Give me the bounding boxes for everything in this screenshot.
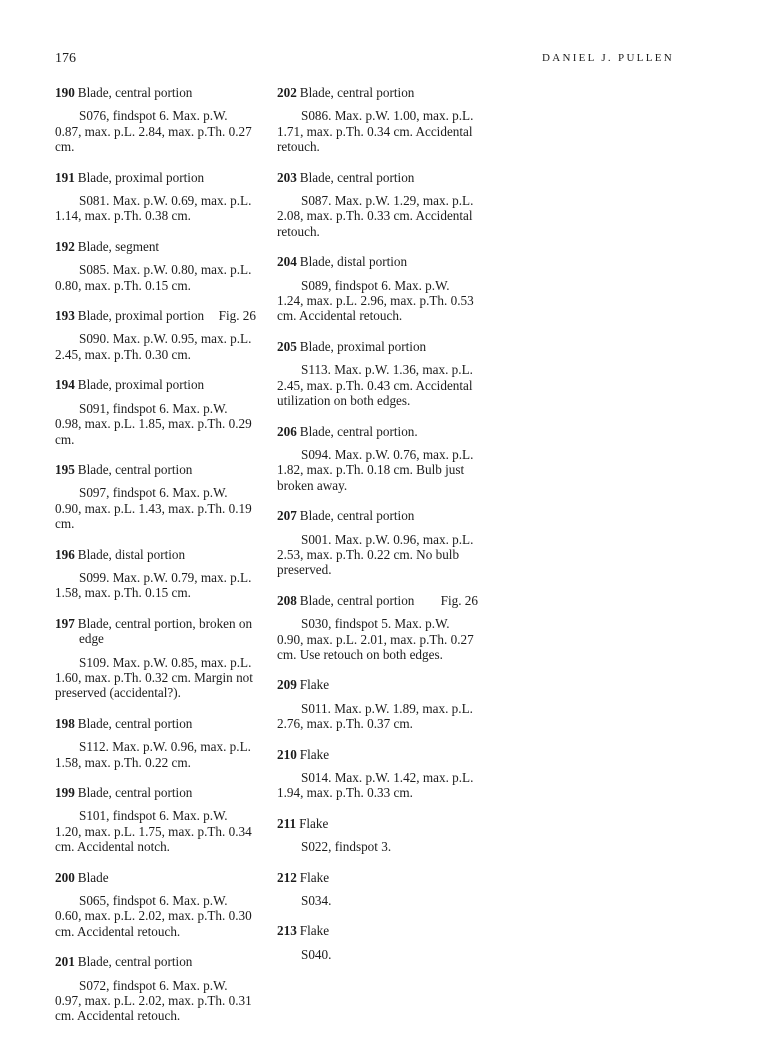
entry-number: 192 bbox=[55, 238, 75, 254]
entry-title: Blade, central portion bbox=[77, 461, 193, 477]
entry-description: S011. Max. p.W. 1.89, max. p.L. 2.76, max. p.Th. 0.37 cm. bbox=[277, 700, 473, 732]
entry-heading bbox=[277, 424, 478, 439]
catalogue-entry bbox=[277, 170, 478, 240]
catalogue-entry bbox=[277, 816, 478, 855]
entry-number: 198 bbox=[55, 715, 75, 731]
entry-number: 203 bbox=[277, 169, 297, 185]
entry-number: 195 bbox=[55, 461, 75, 477]
entry-title: Blade, central portion bbox=[77, 954, 193, 970]
entry-description: S087. Max. p.W. 1.29, max. p.L. 2.08, max. p.Th. 0.33 cm. Accidental retouch. bbox=[277, 193, 474, 239]
page-number: 176 bbox=[55, 51, 76, 66]
entry-description: S097, findspot 6. Max. p.W. 0.90, max. p.L. 1.43, max. p.Th. 0.19 cm. bbox=[55, 485, 252, 532]
entry-heading bbox=[55, 547, 256, 562]
entry-number: 209 bbox=[277, 677, 297, 693]
entry-number: 196 bbox=[55, 546, 75, 562]
entry-heading bbox=[277, 508, 478, 523]
entry-heading bbox=[277, 85, 478, 100]
entry-heading bbox=[55, 462, 256, 477]
catalogue-entry bbox=[55, 870, 256, 940]
entry-description: S109. Max. p.W. 0.85, max. p.L. 1.60, max. p.Th. 0.32 cm. Margin not preserved (accidental?). bbox=[55, 654, 253, 701]
entry-number: 211 bbox=[277, 815, 297, 831]
catalogue-column-left bbox=[55, 85, 256, 1039]
entry-title: Blade, central portion bbox=[77, 785, 193, 800]
entry-heading bbox=[55, 85, 256, 100]
entry-title: Blade, proximal portion bbox=[77, 308, 205, 324]
entry-title: Blade, central portion. bbox=[299, 423, 418, 439]
entry-description: S001. Max. p.W. 0.96, max. p.L. 2.53, max. p.Th. 0.22 cm. No bulb preserved. bbox=[277, 531, 474, 578]
entry-heading bbox=[277, 593, 478, 608]
entry-title: Blade, central portion bbox=[299, 85, 415, 100]
entry-number: 204 bbox=[277, 254, 297, 270]
entry-title-continued: edge bbox=[79, 631, 104, 647]
entry-number: 197 bbox=[55, 615, 75, 631]
entry-description: S091, findspot 6. Max. p.W. 0.98, max. p.L. 1.85, max. p.Th. 0.29 cm. bbox=[55, 400, 252, 447]
entry-heading bbox=[277, 677, 478, 692]
catalogue-entry bbox=[55, 377, 256, 447]
entry-description: S090. Max. p.W. 0.95, max. p.L. 2.45, max. p.Th. 0.30 cm. bbox=[55, 331, 252, 362]
entry-heading bbox=[55, 377, 256, 392]
entry-heading bbox=[277, 816, 478, 831]
catalogue-column-right bbox=[277, 85, 478, 977]
entry-title: Blade, distal portion bbox=[77, 546, 186, 562]
entry-title: Flake bbox=[299, 815, 329, 831]
entry-number: 199 bbox=[55, 785, 75, 800]
entry-number: 193 bbox=[55, 308, 75, 324]
entry-description: S076, findspot 6. Max. p.W. 0.87, max. p.L. 2.84, max. p.Th. 0.27 cm. bbox=[55, 108, 252, 155]
entry-description: S072, findspot 6. Max. p.W. 0.97, max. p.L. 2.02, max. p.Th. 0.31 cm. Accidental retouch. bbox=[55, 977, 252, 1024]
entry-description: S085. Max. p.W. 0.80, max. p.L. 0.80, max. p.Th. 0.15 cm. bbox=[55, 262, 252, 293]
catalogue-entry bbox=[55, 954, 256, 1024]
entry-title: Blade, central portion, broken on bbox=[77, 615, 253, 631]
entry-description: S086. Max. p.W. 1.00, max. p.L. 1.71, max. p.Th. 0.34 cm. Accidental retouch. bbox=[277, 108, 474, 155]
entry-heading bbox=[277, 170, 478, 185]
entry-description: S081. Max. p.W. 0.69, max. p.L. 1.14, max. p.Th. 0.38 cm. bbox=[55, 193, 252, 224]
catalogue-entry bbox=[277, 339, 478, 409]
entry-title: Blade bbox=[77, 869, 109, 885]
catalogue-entry bbox=[277, 677, 478, 731]
entry-title: Flake bbox=[299, 677, 330, 693]
catalogue-entry bbox=[277, 85, 478, 155]
entry-title: Blade, central portion bbox=[77, 715, 193, 731]
entry-title: Blade, central portion bbox=[77, 85, 193, 100]
catalogue-entry bbox=[277, 593, 478, 663]
entry-title: Blade, central portion bbox=[299, 169, 415, 185]
catalogue-entry bbox=[55, 239, 256, 293]
entry-number: 207 bbox=[277, 508, 297, 524]
catalogue-entry bbox=[55, 785, 256, 855]
catalogue-entry bbox=[277, 508, 478, 578]
entry-number: 210 bbox=[277, 746, 297, 762]
entry-description: S094. Max. p.W. 0.76, max. p.L. 1.82, max. p.Th. 0.18 cm. Bulb just broken away. bbox=[277, 446, 474, 493]
entry-number: 213 bbox=[277, 923, 297, 939]
catalogue-entry bbox=[55, 308, 256, 362]
entry-number: 190 bbox=[55, 85, 75, 100]
entry-title: Blade, central portion bbox=[299, 508, 415, 524]
catalogue-entry bbox=[55, 616, 256, 701]
entry-heading bbox=[55, 716, 256, 731]
entry-description: S030, findspot 5. Max. p.W. 0.90, max. p.L. 2.01, max. p.Th. 0.27 cm. Use retouch on both edges. bbox=[277, 616, 474, 662]
entry-title: Blade, distal portion bbox=[299, 254, 408, 270]
running-head-author: DANIEL J. PULLEN bbox=[541, 52, 674, 64]
entry-number: 201 bbox=[55, 954, 75, 970]
entry-number: 208 bbox=[277, 592, 297, 608]
entry-heading bbox=[55, 870, 256, 885]
entry-title: Blade, segment bbox=[77, 238, 160, 254]
entry-heading bbox=[277, 923, 478, 938]
catalogue-entry bbox=[277, 254, 478, 324]
catalogue-entry bbox=[55, 462, 256, 532]
entry-number: 212 bbox=[277, 869, 297, 885]
entry-number: 200 bbox=[55, 869, 75, 885]
figure-reference: Fig. 26 bbox=[218, 308, 256, 324]
entry-heading bbox=[277, 870, 478, 885]
entry-heading bbox=[277, 747, 478, 762]
entry-description: S112. Max. p.W. 0.96, max. p.L. 1.58, max. p.Th. 0.22 cm. bbox=[55, 739, 251, 770]
entry-number: 194 bbox=[55, 377, 75, 393]
catalogue-entry bbox=[55, 170, 256, 224]
catalogue-entry bbox=[277, 923, 478, 962]
entry-description: S099. Max. p.W. 0.79, max. p.L. 1.58, max. p.Th. 0.15 cm. bbox=[55, 569, 252, 601]
entry-number: 206 bbox=[277, 423, 297, 439]
entry-heading bbox=[55, 616, 256, 647]
running-head bbox=[55, 51, 674, 69]
entry-number: 202 bbox=[277, 85, 297, 100]
entry-description: S022, findspot 3. bbox=[301, 839, 392, 855]
entry-heading bbox=[55, 170, 256, 185]
entry-title: Blade, proximal portion bbox=[299, 338, 427, 354]
entry-heading bbox=[277, 339, 478, 354]
catalogue-entry bbox=[277, 747, 478, 801]
entry-number: 205 bbox=[277, 338, 297, 354]
entry-description: S014. Max. p.W. 1.42, max. p.L. 1.94, max. p.Th. 0.33 cm. bbox=[277, 770, 474, 801]
entry-title: Blade, proximal portion bbox=[77, 377, 205, 393]
catalogue-entry bbox=[55, 85, 256, 155]
catalogue-entry bbox=[55, 716, 256, 770]
figure-reference: Fig. 26 bbox=[440, 592, 478, 608]
catalogue-entry bbox=[277, 424, 478, 494]
entry-description: S101, findspot 6. Max. p.W. 1.20, max. p.L. 1.75, max. p.Th. 0.34 cm. Accidental notch. bbox=[55, 808, 252, 855]
entry-heading bbox=[55, 308, 256, 323]
entry-title: Flake bbox=[299, 923, 330, 939]
entry-title: Blade, central portion bbox=[299, 592, 415, 608]
catalogue-entry bbox=[55, 547, 256, 601]
entry-title: Flake bbox=[299, 746, 330, 762]
entry-heading bbox=[55, 785, 256, 800]
entry-title: Blade, proximal portion bbox=[77, 169, 205, 185]
entry-description: S065, findspot 6. Max. p.W. 0.60, max. p.L. 2.02, max. p.Th. 0.30 cm. Accidental retouch. bbox=[55, 893, 252, 939]
entry-description: S034. bbox=[301, 893, 332, 909]
entry-number: 191 bbox=[55, 169, 75, 185]
catalogue-entry bbox=[277, 870, 478, 909]
entry-title: Flake bbox=[299, 869, 330, 885]
entry-heading bbox=[277, 254, 478, 269]
entry-description: S089, findspot 6. Max. p.W. 1.24, max. p.L. 2.96, max. p.Th. 0.53 cm. Accidental retouch. bbox=[277, 277, 474, 324]
entry-heading bbox=[55, 239, 256, 254]
entry-heading bbox=[55, 954, 256, 969]
entry-description: S113. Max. p.W. 1.36, max. p.L. 2.45, max. p.Th. 0.43 cm. Accidental utilization on both edges. bbox=[277, 362, 473, 409]
entry-description: S040. bbox=[301, 946, 332, 962]
